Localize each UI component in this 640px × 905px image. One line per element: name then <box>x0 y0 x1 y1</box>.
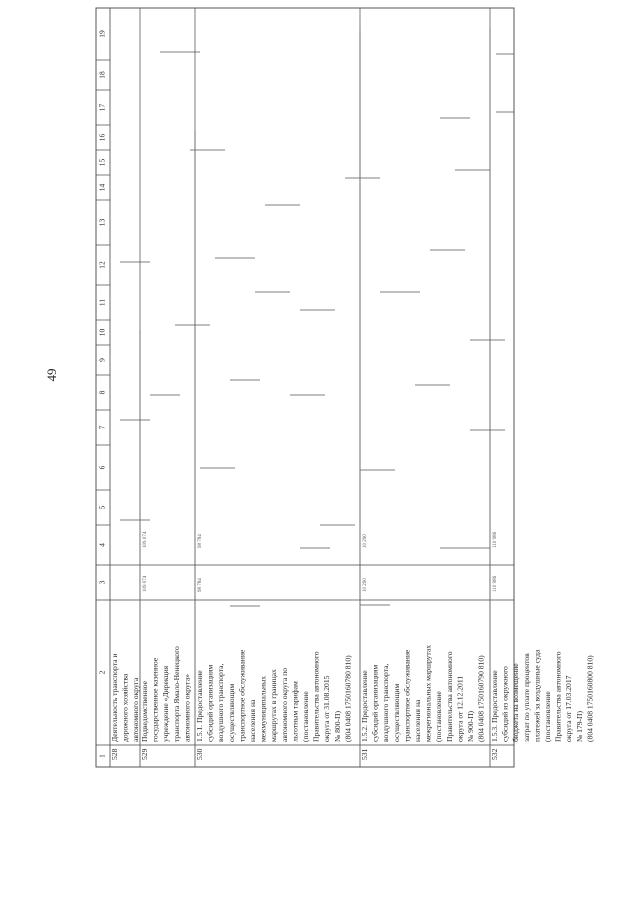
row-description-line: 1.5.2. Предоставление <box>360 670 369 742</box>
table-row <box>110 654 140 761</box>
table-row <box>360 534 486 760</box>
row-description-line: (постановление <box>543 691 552 742</box>
column-header: 10 <box>97 328 107 337</box>
row-description-line: воздушного транспорта, <box>381 663 391 742</box>
row-description-line: Правительства автономного <box>444 651 454 742</box>
row-description-line: платежей за воздушные суда <box>532 649 542 742</box>
row-description-line: Деятельность транспорта и <box>110 653 119 742</box>
row-description-line: транспортное обслуживание <box>402 649 412 742</box>
row-description-line: субсидий из окружного <box>500 666 510 742</box>
row-description-line: субсидий организациям <box>205 664 215 742</box>
table-row <box>490 531 594 760</box>
row-description-line: осуществляющим <box>226 683 236 742</box>
row-number: 529 <box>140 748 149 760</box>
column-header: 8 <box>97 390 107 395</box>
row-description-line: затрат по уплате процентов <box>521 653 531 742</box>
row-number: 530 <box>195 748 204 760</box>
column-header: 19 <box>97 30 107 38</box>
column-header: 18 <box>97 71 107 79</box>
value-col3: 110 986 <box>493 575 498 592</box>
row-description-line: маршрутах в границах <box>269 669 279 742</box>
page-number: 49 <box>44 368 59 382</box>
row-description-line: учреждение «Дирекция <box>161 665 171 742</box>
row-description-line: населения на <box>248 699 257 742</box>
value-col4: 110 986 <box>493 531 498 548</box>
value-col4: 109 074 <box>143 531 148 548</box>
value-col4: 10 290 <box>363 534 368 548</box>
row-description-line: автономного округа <box>131 677 141 742</box>
column-header: 5 <box>97 505 107 510</box>
row-description-line: бюджета на возмещение <box>511 663 521 742</box>
row-description-line: № 800-П) <box>332 710 342 742</box>
column-header: 7 <box>97 425 107 430</box>
row-description-line: (804 0408 1750160790 810) <box>476 655 486 742</box>
row-description-line: субсидий организациям <box>370 664 380 742</box>
value-col3: 10 290 <box>363 578 368 592</box>
column-header: 17 <box>97 103 107 112</box>
row-description-line: межрегиональных маршрутах <box>423 644 433 742</box>
column-header: 4 <box>97 543 107 547</box>
row-description-line: осуществляющим <box>391 683 401 742</box>
column-header: 1 <box>97 754 107 758</box>
row-description-line: (постановление <box>434 691 444 742</box>
row-description-line: автономного округа по <box>279 667 289 742</box>
row-description-line: (804 0408 1750160780 810) <box>343 655 353 742</box>
row-description-line: 1.5.3. Предоставление <box>490 670 499 742</box>
row-description-line: дорожного хозяйства <box>120 673 130 742</box>
value-col4: 98 784 <box>198 534 203 548</box>
row-description-line: населения на <box>413 699 422 742</box>
row-description-line: (постановление <box>301 691 310 742</box>
row-number: 532 <box>490 748 499 760</box>
row-description-line: межмуниципальных <box>258 676 268 742</box>
column-header: 13 <box>97 218 107 227</box>
row-description-line: Правительства автономного <box>311 651 321 742</box>
row-description-line: 1.5.1. Предоставление <box>195 670 204 742</box>
column-header: 11 <box>97 298 107 307</box>
row-description-line: воздушного транспорта, <box>216 663 226 742</box>
column-header: 3 <box>97 580 107 585</box>
row-description-line: автономного округа» <box>182 673 192 742</box>
row-description-line: Подведомственное <box>140 680 149 742</box>
row-description-line: округа от 17.03.2017 <box>564 675 574 742</box>
table-row <box>195 534 352 760</box>
row-description-line: Правительства автономного <box>553 651 563 742</box>
row-description-line: № 900-П) <box>466 710 475 742</box>
column-header: 9 <box>97 358 107 362</box>
row-description-line: государственное казенное <box>150 657 160 742</box>
row-description-line: льготным тарифам <box>290 681 300 742</box>
row-description-line: округа от 31.08.2015 <box>322 675 332 742</box>
column-header: 14 <box>97 183 107 192</box>
column-header: 6 <box>97 465 107 470</box>
row-description-line: транспортное обслуживание <box>237 649 247 742</box>
value-col3: 109 074 <box>143 575 148 592</box>
row-description-line: № 179-П) <box>574 710 584 742</box>
row-description-line: (804 0408 1750160800 810) <box>585 655 595 742</box>
column-header: 2 <box>97 670 107 675</box>
row-description-line: округа от 12.12.2011 <box>455 675 465 742</box>
row-description-line: транспорта Ямало-Ненецкого <box>171 646 181 742</box>
column-header: 15 <box>97 158 107 167</box>
table-row <box>140 531 191 760</box>
column-header: 12 <box>97 261 107 269</box>
value-col3: 98 784 <box>198 578 203 592</box>
row-number: 531 <box>360 748 369 760</box>
row-number: 528 <box>110 748 119 760</box>
column-header: 16 <box>97 133 107 142</box>
